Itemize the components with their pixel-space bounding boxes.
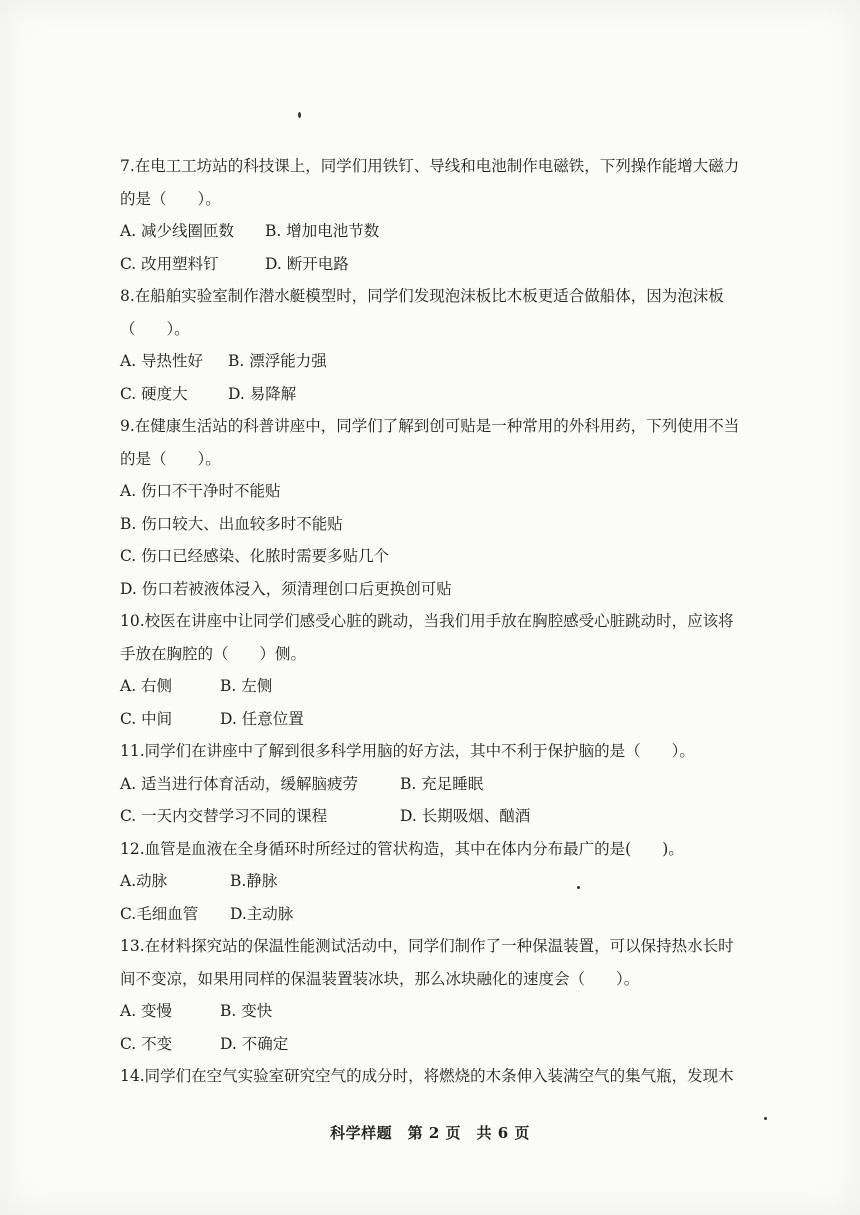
- page-footer: 科学样题 第 2 页 共 6 页: [330, 1124, 530, 1142]
- option-a[interactable]: A. 变慢: [120, 1002, 173, 1020]
- question-stem: 11.同学们在讲座中了解到很多科学用脑的好方法，其中不利于保护脑的是（ ）。: [120, 742, 695, 760]
- option-c[interactable]: C. 中间: [120, 709, 173, 728]
- option-row: [120, 800, 760, 833]
- option-d[interactable]: D. 不确定: [220, 1034, 289, 1053]
- option-a[interactable]: A. 导热性好: [120, 352, 204, 370]
- question-9: [120, 410, 760, 605]
- option-row: [120, 540, 760, 573]
- option-c[interactable]: C. 改用塑料钉: [120, 254, 219, 273]
- question-11: [120, 735, 760, 833]
- option-a[interactable]: A. 减少线圈匝数: [120, 222, 235, 240]
- option-b[interactable]: B.静脉: [230, 872, 278, 890]
- question-stem: （ ）。: [120, 319, 190, 338]
- option-row: [120, 248, 760, 281]
- option-a[interactable]: A. 适当进行体育活动，缓解脑疲劳: [120, 774, 359, 793]
- question-stem: 的是（ ）。: [120, 449, 221, 468]
- question-12: [120, 833, 760, 931]
- option-d[interactable]: D. 断开电路: [265, 254, 349, 273]
- option-c[interactable]: C. 硬度大: [120, 384, 188, 403]
- scan-speck: [764, 1117, 767, 1120]
- question-stem: 间不变凉，如果用同样的保温装置装冰块，那么冰块融化的速度会（ ）。: [120, 969, 640, 988]
- scan-speck: [298, 112, 301, 118]
- question-list: [120, 150, 760, 1093]
- option-row: [120, 508, 760, 541]
- question-14: [120, 1060, 760, 1093]
- option-b[interactable]: B. 变快: [220, 1002, 273, 1020]
- option-d[interactable]: D. 伤口若被液体浸入，须清理创口后更换创可贴: [120, 579, 452, 598]
- question-stem: 8.在船舶实验室制作潜水艇模型时，同学们发现泡沫板比木板更适合做船体，因为泡沫板: [120, 287, 724, 305]
- option-d[interactable]: D. 长期吸烟、酗酒: [400, 807, 531, 825]
- question-7: [120, 150, 760, 280]
- option-a[interactable]: A.动脉: [120, 872, 168, 890]
- question-stem: 10.校医在讲座中让同学们感受心脏的跳动，当我们用手放在胸腔感受心脏跳动时，应该将: [120, 612, 734, 630]
- question-stem: 12.血管是血液在全身循环时所经过的管状构造，其中在体内分布最广的是( )。: [120, 839, 684, 858]
- option-row: [120, 573, 760, 606]
- option-b[interactable]: B. 增加电池节数: [265, 222, 380, 240]
- option-row: [120, 215, 760, 248]
- question-10: [120, 605, 760, 735]
- option-row: [120, 1028, 760, 1061]
- option-row: [120, 703, 760, 736]
- question-8: [120, 280, 760, 410]
- option-row: [120, 475, 760, 508]
- question-stem: 7.在电工工坊站的科技课上，同学们用铁钉、导线和电池制作电磁铁，下列操作能增大磁力: [120, 157, 740, 175]
- option-row: [120, 865, 760, 898]
- option-a[interactable]: A. 伤口不干净时不能贴: [120, 482, 281, 500]
- option-d[interactable]: D. 任意位置: [220, 709, 304, 728]
- option-c[interactable]: C. 伤口已经感染、化脓时需要多贴几个: [120, 547, 390, 565]
- question-stem: 9.在健康生活站的科普讲座中，同学们了解到创可贴是一种常用的外科用药，下列使用不当: [120, 417, 740, 435]
- question-stem: 14.同学们在空气实验室研究空气的成分时，将燃烧的木条伸入装满空气的集气瓶，发现木: [120, 1067, 734, 1085]
- option-d[interactable]: D. 易降解: [228, 384, 297, 403]
- option-row: [120, 345, 760, 378]
- option-b[interactable]: B. 左侧: [220, 677, 273, 695]
- option-c[interactable]: C. 不变: [120, 1034, 173, 1053]
- option-row: [120, 898, 760, 931]
- option-c[interactable]: C. 一天内交替学习不同的课程: [120, 807, 328, 825]
- option-d[interactable]: D.主动脉: [230, 904, 294, 923]
- question-13: [120, 930, 760, 1060]
- option-a[interactable]: A. 右侧: [120, 677, 173, 695]
- option-b[interactable]: B. 漂浮能力强: [228, 352, 327, 370]
- question-stem: 手放在胸腔的（ ）侧。: [120, 644, 307, 663]
- option-b[interactable]: B. 充足睡眠: [400, 774, 484, 793]
- question-stem: 的是（ ）。: [120, 189, 221, 208]
- option-row: [120, 378, 760, 411]
- question-stem: 13.在材料探究站的保温性能测试活动中，同学们制作了一种保温装置，可以保持热水长时: [120, 937, 734, 955]
- option-b[interactable]: B. 伤口较大、出血较多时不能贴: [120, 514, 343, 533]
- option-c[interactable]: C.毛细血管: [120, 904, 199, 923]
- option-row: [120, 768, 760, 801]
- option-row: [120, 995, 760, 1028]
- option-row: [120, 670, 760, 703]
